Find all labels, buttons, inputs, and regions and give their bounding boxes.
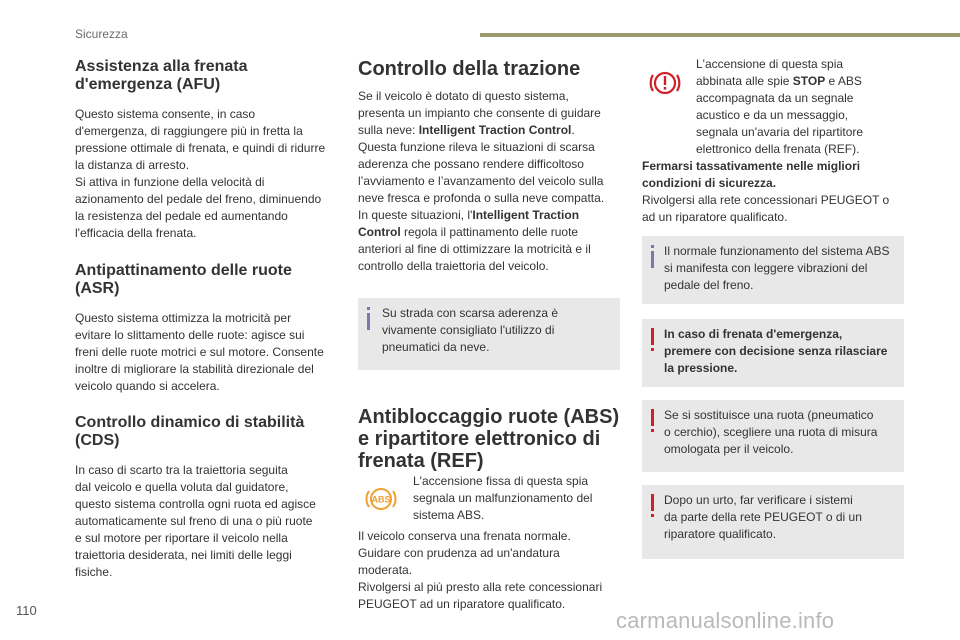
traction-detail-text: Questa funzione rileva le situazioni di scarsa aderenza che possano rendere difficoltoso l’avviamento e l’avanzamento del veicolo sulla neve fresca e profonda o sulla neve compatta. In queste situazioni, l' — [358, 140, 605, 222]
stop-label: STOP — [792, 74, 826, 88]
note-after-accident — [642, 485, 904, 559]
afu-paragraph: Questo sistema consente, in caso d'emergenza, di raggiungere più in fretta la pressione ottimale di frenata, e quindi di ridurre la distanza di arresto. Si attiva in funzione della velocità di azionamento del pedale del freno, diminuendo la resistenza del pedale ed aumentando l'efficacia della frenata. — [75, 107, 326, 240]
info-icon-bar — [367, 313, 370, 330]
abs-icon-label: ABS — [371, 494, 391, 505]
warning-icon-dot — [651, 429, 654, 432]
traction-text: Se il veicolo è dotato di questo sistema, presenta un impianto che consente di guidare sulla neve: — [358, 89, 601, 137]
stop-instructions — [642, 158, 904, 226]
ref-light-description — [696, 56, 906, 158]
note-emergency-text: In caso di frenata d'emergenza, premere con decisione senza rilasciare la pressione. — [664, 327, 888, 375]
section-title: Sicurezza — [75, 27, 128, 41]
traction-system-name-2: Intelligent Traction Control — [358, 208, 580, 239]
abs-warning-icon — [363, 481, 399, 517]
warning-icon-dot — [651, 514, 654, 517]
traction-paragraph-2 — [358, 139, 620, 275]
header-rule — [480, 33, 960, 37]
warning-icon — [651, 409, 654, 426]
traction-system-name: Intelligent Traction Control — [418, 123, 572, 137]
note-wheel-replacement — [642, 400, 904, 472]
ref-light-text-2: e ABS accompagnata da un segnale acustico e da un messaggio, segnala un'avaria del ripartitore elettronico della frenata (REF). — [696, 74, 864, 156]
info-icon — [367, 307, 370, 310]
page-number: 110 — [16, 603, 37, 618]
abs-info — [358, 528, 620, 613]
info-icon-bar — [651, 251, 654, 268]
note-snow-text: Su strada con scarsa aderenza è vivamente consigliato l'utilizzo di pneumatici da neve. — [382, 306, 559, 354]
warning-icon — [651, 494, 654, 511]
ref-light-text-1: L'accensione di questa spia abbinata alle spie — [696, 57, 844, 88]
column-left — [75, 58, 345, 581]
info-icon — [651, 245, 654, 248]
abs-paragraph: Il veicolo conserva una frenata normale. Guidare con prudenza ad un'andatura moderata. Rivolgersi al più presto alla rete concessionari PEUGEOT ad un riparatore qualificato. — [358, 529, 603, 611]
warning-icon-dot — [651, 348, 654, 351]
cds-paragraph: In caso di scarto tra la traiettoria seguita dal veicolo e quella voluta dal guidatore, questo sistema controlla ogni ruota ed agisce automaticamente sul freno di una o più ruote e sul motore per riportare il veicolo nella traiettoria desiderata, nei limiti delle leggi fisiche. — [75, 463, 316, 579]
abs-heading: Antibloccaggio ruote (ABS) e ripartitore elettronico di frenata (REF) — [358, 406, 620, 472]
abs-light-text: L'accensione fissa di questa spia segnala un malfunzionamento del sistema ABS. — [413, 474, 593, 522]
watermark: carmanualsonline.info — [616, 608, 835, 633]
column-middle — [358, 58, 620, 275]
stop-bold-text: Fermarsi tassativamente nelle migliori condizioni di sicurezza. — [642, 159, 861, 190]
note-abs-vibration — [642, 236, 904, 304]
note-wheel-text: Se si sostituisce una ruota (pneumatico o cerchio), scegliere una ruota di misura omologata per il veicolo. — [664, 408, 878, 456]
asr-paragraph: Questo sistema ottimizza la motricità per evitare lo slittamento delle ruote: agisce sui freni delle ruote motrici e sul motore. Consente inoltre di migliorare la stabilità direzionale del veicolo quando si accelera. — [75, 311, 324, 393]
traction-detail-end: regola il pattinamento delle ruote anteriori al fine di ottimizzare la motricità e il controllo della traiettoria del veicolo. — [358, 225, 591, 273]
stop-text: Rivolgersi alla rete concessionari PEUGEOT o ad un riparatore qualificato. — [642, 193, 890, 224]
afu-heading: Assistenza alla frenata d'emergenza (AFU) — [75, 58, 248, 93]
brake-warning-icon — [646, 64, 684, 102]
note-accident-text: Dopo un urto, far verificare i sistemi da parte della rete PEUGEOT o di un riparatore qualificato. — [664, 493, 862, 541]
note-emergency-braking — [642, 319, 904, 387]
note-snow-tyres — [358, 298, 620, 370]
asr-heading: Antipattinamento delle ruote (ASR) — [75, 262, 292, 297]
traction-paragraph-1 — [358, 88, 620, 139]
traction-text-end: . — [571, 123, 575, 137]
abs-light-description — [413, 473, 623, 524]
traction-heading: Controllo della trazione — [358, 58, 581, 80]
abs-section — [358, 406, 620, 472]
note-vibration-text: Il normale funzionamento del sistema ABS si manifesta con leggere vibrazioni del pedale del freno. — [664, 244, 890, 292]
ref-light-text — [696, 56, 906, 158]
cds-heading: Controllo dinamico di stabilità (CDS) — [75, 414, 305, 449]
warning-icon — [651, 328, 654, 345]
